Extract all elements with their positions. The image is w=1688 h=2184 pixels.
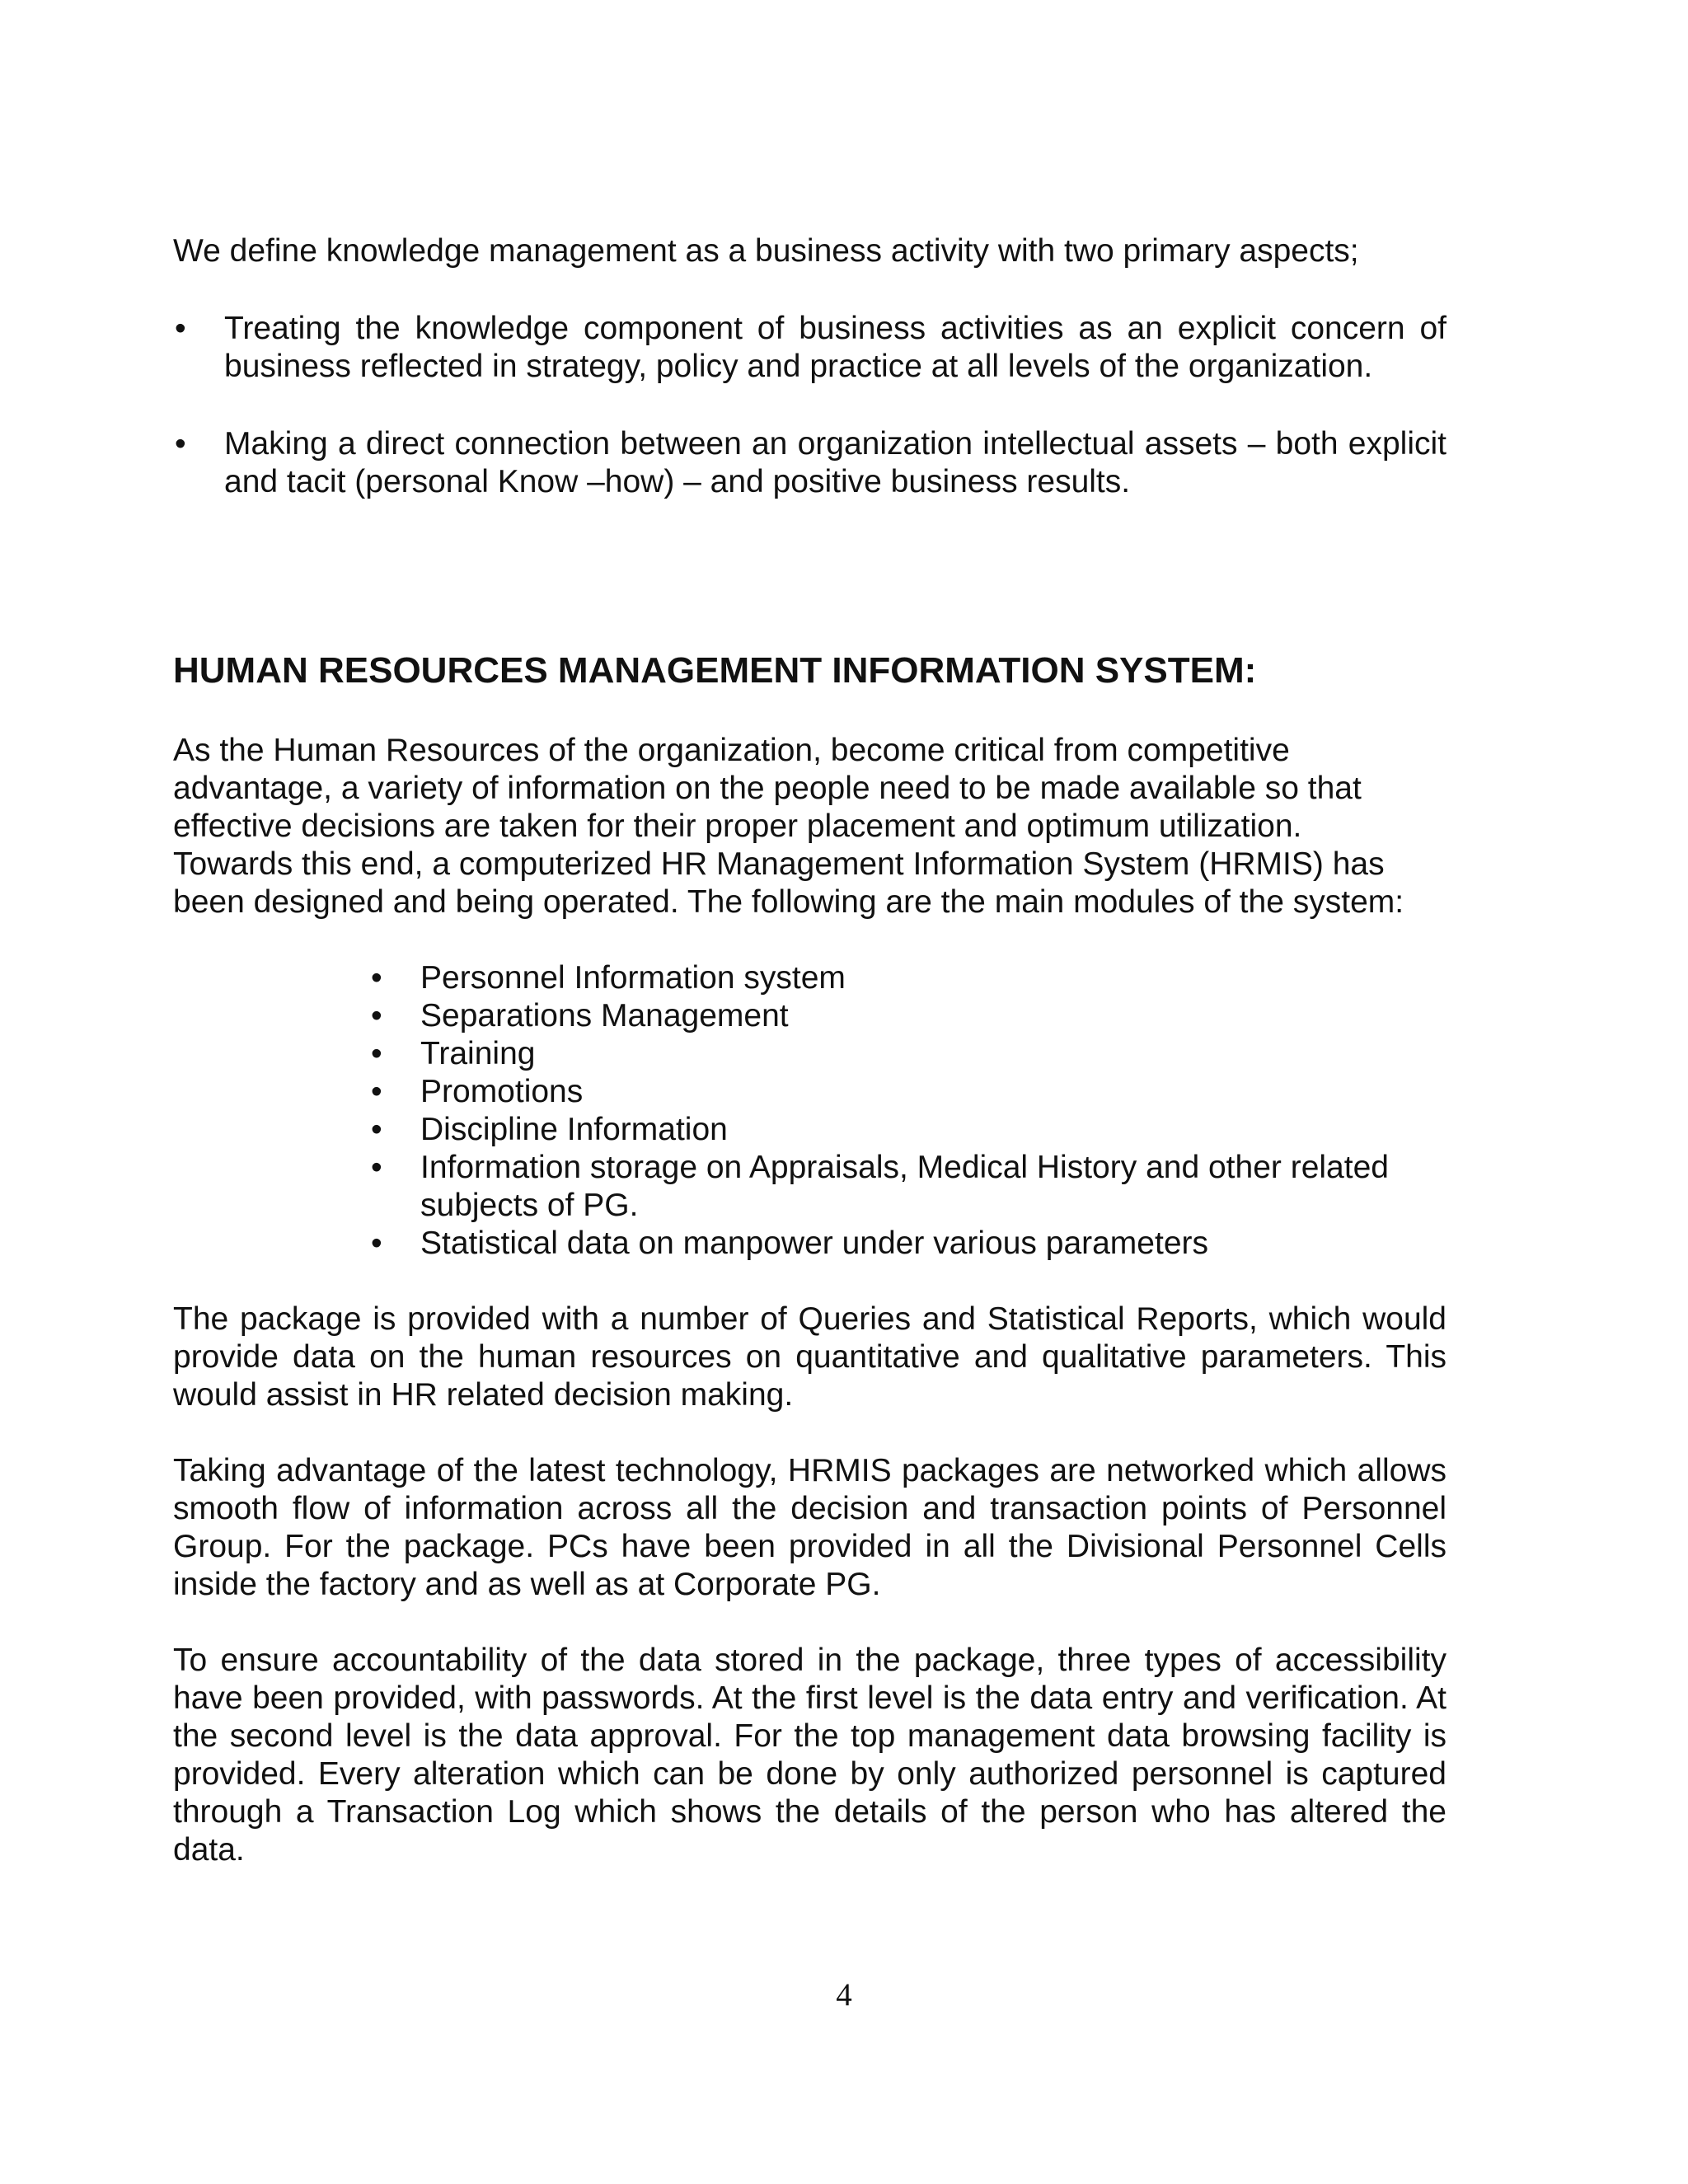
hrmis-intro-paragraph	[173, 732, 1447, 921]
hrmis-intro-line: advantage, a variety of information on the people need to be made available so that	[173, 771, 1362, 806]
km-aspect-item: • Making a direct connection between an organization intellectual assets – both explicit and tacit (personal Know –how) – and positive business results.	[173, 425, 1447, 501]
document-page	[173, 232, 1447, 1907]
km-definition-intro: We define knowledge management as a business activity with two primary aspects;	[173, 233, 1359, 269]
hrmis-intro-line: Towards this end, a computerized HR Management Information System (HRMIS) has	[173, 846, 1385, 882]
module-item: • Information storage on Appraisals, Medical History and other related subjects of PG.	[369, 1149, 1447, 1225]
km-aspect-item: • Treating the knowledge component of business activities as an explicit concern of business reflected in strategy, policy and practice at all levels of the organization.	[173, 310, 1447, 386]
module-item: • Training	[369, 1035, 1447, 1073]
hrmis-intro-line: As the Human Resources of the organization, become critical from competitive	[173, 733, 1290, 768]
section-heading: HUMAN RESOURCES MANAGEMENT INFORMATION SYSTEM:	[173, 650, 1257, 691]
modules-list	[369, 959, 1447, 1263]
hrmis-intro-line: effective decisions are taken for their proper placement and optimum utilization.	[173, 808, 1302, 844]
module-item: • Statistical data on manpower under various parameters	[369, 1225, 1447, 1263]
queries-reports-paragraph: The package is provided with a number of Queries and Statistical Reports, which would provide data on the human resources on quantitative and qualitative parameters. This would assist in HR related decision making.	[173, 1301, 1447, 1413]
km-aspects-list	[173, 310, 1447, 501]
accountability-paragraph: To ensure accountability of the data stored in the package, three types of accessibility have been provided, with passwords. At the first level is the data entry and verification. At the second level is the data approval. For the top management data browsing facility is provided. Every alteration which can be done by only authorized personnel is captured through a Transaction Log which shows the details of the person who has altered the data.	[173, 1643, 1447, 1868]
page-number: 4	[836, 1977, 852, 2013]
module-item: • Separations Management	[369, 997, 1447, 1035]
networking-paragraph: Taking advantage of the latest technology, HRMIS packages are networked which allows smooth flow of information across all the decision and transaction points of Personnel Group. For the package. PCs have been provided in all the Divisional Personnel Cells inside the factory and as well as at Corporate PG.	[173, 1453, 1447, 1602]
hrmis-intro-line: been designed and being operated. The following are the main modules of the system:	[173, 884, 1404, 920]
module-item: • Promotions	[369, 1073, 1447, 1111]
module-item: • Personnel Information system	[369, 959, 1447, 997]
module-item: • Discipline Information	[369, 1111, 1447, 1149]
